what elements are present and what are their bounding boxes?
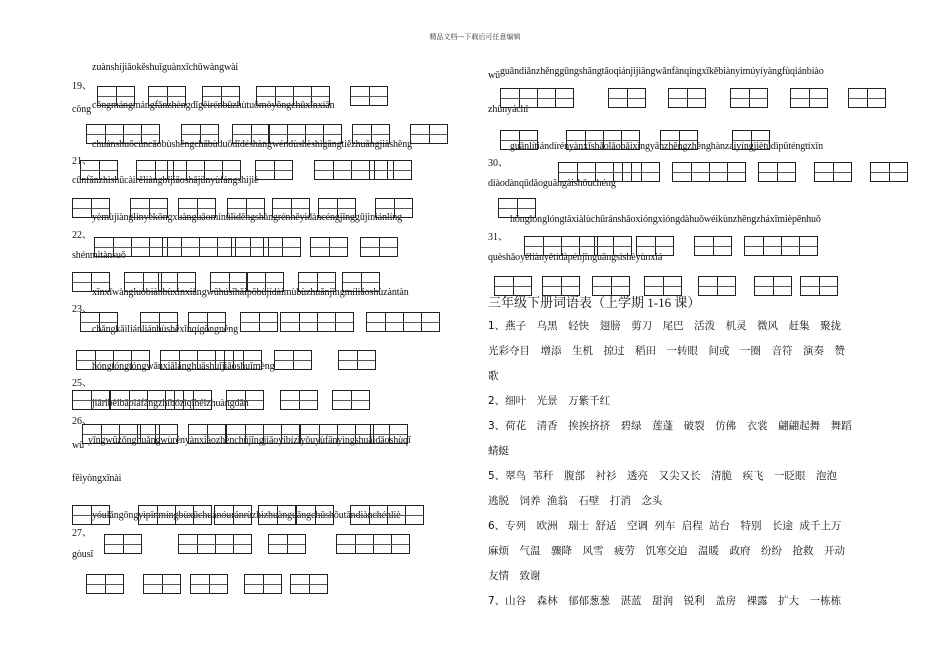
vocabulary-line: 1、燕子 乌黑 轻快 翅膀 剪刀 尾巴 活泼 机灵 微风 赶集 聚拢 bbox=[488, 320, 842, 332]
tianzige-answer-box[interactable] bbox=[280, 390, 318, 410]
tianzige-answer-box[interactable] bbox=[258, 505, 296, 525]
question-number: 31、 bbox=[488, 232, 508, 243]
question-number: 25、 bbox=[72, 378, 92, 389]
tianzige-answer-box[interactable] bbox=[500, 130, 538, 150]
tianzige-answer-box[interactable] bbox=[130, 198, 168, 218]
tianzige-answer-box[interactable] bbox=[274, 350, 312, 370]
tianzige-answer-box[interactable] bbox=[732, 130, 770, 150]
tianzige-answer-box[interactable] bbox=[558, 162, 632, 182]
tianzige-answer-box[interactable] bbox=[524, 236, 598, 256]
tianzige-answer-box[interactable] bbox=[298, 272, 336, 292]
tianzige-answer-box[interactable] bbox=[110, 390, 184, 410]
tianzige-answer-box[interactable] bbox=[500, 88, 574, 108]
tianzige-answer-box[interactable] bbox=[790, 88, 828, 108]
tianzige-answer-box[interactable] bbox=[280, 312, 354, 332]
vocabulary-line: 逃脱 饲养 渔翁 石壁 打消 念头 bbox=[488, 495, 663, 507]
tianzige-answer-box[interactable] bbox=[636, 236, 674, 256]
tianzige-answer-box[interactable] bbox=[848, 88, 886, 108]
tianzige-answer-box[interactable] bbox=[224, 350, 262, 370]
question-number: 22、 bbox=[72, 230, 92, 241]
tianzige-answer-box[interactable] bbox=[350, 505, 424, 525]
tianzige-answer-box[interactable] bbox=[160, 350, 234, 370]
tianzige-answer-box[interactable] bbox=[296, 505, 334, 525]
tianzige-answer-box[interactable] bbox=[226, 390, 264, 410]
vocabulary-line: 5、翠鸟 苇秆 腹部 衬衫 透亮 又尖又长 清脆 疾飞 一眨眼 泡泡 bbox=[488, 470, 838, 482]
tianzige-answer-box[interactable] bbox=[188, 424, 226, 444]
pinyin-line: gòusī bbox=[72, 549, 94, 560]
tianzige-answer-box[interactable] bbox=[80, 312, 118, 332]
tianzige-answer-box[interactable] bbox=[174, 390, 212, 410]
tianzige-answer-box[interactable] bbox=[318, 198, 356, 218]
tianzige-answer-box[interactable] bbox=[80, 160, 118, 180]
pinyin-line: yīngwǔzǒnghuǎngwùrényànxiàozhènchǔjīngjiāoyibízǐyōuyùfānyìngshuāidǎoshùqī bbox=[88, 435, 411, 446]
tianzige-answer-box[interactable] bbox=[744, 236, 818, 256]
tianzige-answer-box[interactable] bbox=[104, 534, 142, 554]
tianzige-answer-box[interactable] bbox=[255, 160, 293, 180]
tianzige-answer-box[interactable] bbox=[162, 237, 236, 257]
tianzige-answer-box[interactable] bbox=[140, 424, 178, 444]
tianzige-answer-box[interactable] bbox=[138, 505, 212, 525]
tianzige-answer-box[interactable] bbox=[210, 272, 248, 292]
tianzige-answer-box[interactable] bbox=[178, 198, 216, 218]
tianzige-answer-box[interactable] bbox=[226, 424, 300, 444]
vocabulary-line: 友情 致谢 bbox=[488, 570, 541, 582]
tianzige-answer-box[interactable] bbox=[148, 86, 186, 106]
tianzige-answer-box[interactable] bbox=[190, 574, 228, 594]
vocabulary-line: 2、细叶 光景 万紫千红 bbox=[488, 395, 611, 407]
tianzige-answer-box[interactable] bbox=[370, 424, 408, 444]
tianzige-answer-box[interactable] bbox=[256, 86, 330, 106]
tianzige-answer-box[interactable] bbox=[332, 390, 370, 410]
pinyin-line: chuánshuōcúncǎobùshēngchābùduōdǐdéshàngwéndùshèshìgāngtiězhuāngjiàshēng bbox=[92, 139, 413, 150]
tianzige-answer-box[interactable] bbox=[72, 390, 110, 410]
tianzige-answer-box[interactable] bbox=[814, 162, 852, 182]
pinyin-line: jiāribèibǎoláfǎngzhíbózìqǐhéizhuàngdǎn bbox=[92, 398, 249, 409]
tianzige-answer-box[interactable] bbox=[97, 86, 135, 106]
vocabulary-line: 蜻蜓 bbox=[488, 445, 509, 457]
tianzige-answer-box[interactable] bbox=[566, 130, 640, 150]
pinyin-line: guānlítiándírényànxīshǎolǎobǎixìngyānzhēngzhènghànzaiyíngjiètúdìpūténgtíxīn bbox=[510, 141, 823, 152]
tianzige-answer-box[interactable] bbox=[178, 534, 252, 554]
tianzige-answer-box[interactable] bbox=[86, 574, 124, 594]
tianzige-answer-box[interactable] bbox=[758, 162, 796, 182]
pinyin-line: zuànshíjiāokěshuǐguànxīchūwàngwài bbox=[92, 62, 239, 73]
tianzige-answer-box[interactable] bbox=[375, 198, 413, 218]
vocabulary-line: 3、荷花 清香 挨挨挤挤 碧绿 莲蓬 破裂 仿佛 衣裳 翩翩起舞 舞蹈 bbox=[488, 420, 852, 432]
vocabulary-title: 三年级下册词语表（上学期 1-16 课） bbox=[488, 295, 701, 310]
pinyin-line: quèshǎoyěliànyětídàpénjīnguāngsìshèyùnxiá bbox=[488, 252, 663, 263]
pinyin-line: cōngmángmángfǎnzhèngdīgēirénbǔzhùtuōmòyǒngchūxīnxiān bbox=[92, 100, 335, 111]
pinyin-line: shénmìtànsuǒ bbox=[72, 250, 126, 261]
vocabulary-line: 歌 bbox=[488, 370, 499, 382]
question-number: 21、 bbox=[72, 156, 92, 167]
tianzige-answer-box[interactable] bbox=[124, 272, 162, 292]
tianzige-answer-box[interactable] bbox=[352, 124, 390, 144]
tianzige-answer-box[interactable] bbox=[158, 272, 196, 292]
tianzige-answer-box[interactable] bbox=[240, 312, 278, 332]
tianzige-answer-box[interactable] bbox=[730, 88, 768, 108]
pinyin-line: hóngtóngtóngwǎnxiālánghuāshuǐjiāoshuǐmèng bbox=[92, 361, 275, 372]
tianzige-answer-box[interactable] bbox=[374, 160, 412, 180]
tianzige-answer-box[interactable] bbox=[140, 312, 178, 332]
tianzige-answer-box[interactable] bbox=[410, 124, 448, 144]
tianzige-answer-box[interactable] bbox=[227, 198, 265, 218]
tianzige-answer-box[interactable] bbox=[94, 237, 168, 257]
tianzige-answer-box[interactable] bbox=[870, 162, 908, 182]
pinyin-line: wǔ bbox=[488, 70, 501, 81]
pinyin-line: yóulǎngōngyìpǐnmíngbùxūchuánóuránrùzhìzhuànguāngchūshōutāndiànchénliè bbox=[92, 510, 401, 521]
tianzige-answer-box[interactable] bbox=[72, 198, 110, 218]
pinyin-line: hōnglónglóngtāxiàlùchūránshāoxióngxióngdàhuǒwéikùnzhēngzháxīmièpēnhuǒ bbox=[510, 214, 821, 225]
tianzige-answer-box[interactable] bbox=[72, 505, 110, 525]
tianzige-answer-box[interactable] bbox=[800, 276, 838, 296]
tianzige-answer-box[interactable] bbox=[214, 505, 252, 525]
tianzige-answer-box[interactable] bbox=[660, 130, 698, 150]
pinyin-line: cūnfǎnzhìshūcàirěliàngbǐjiāoshājūnyùfángshìjiè bbox=[72, 175, 259, 186]
vocabulary-line: 麻烦 气温 骤降 风雪 疲劳 饥寒交迫 温暖 政府 纷纷 抢救 开动 bbox=[488, 545, 845, 557]
tianzige-answer-box[interactable] bbox=[202, 86, 240, 106]
vocabulary-line: 6、专列 欧洲 瑞士 舒适 空调 列车 启程 站台 特别 长途 成千上万 bbox=[488, 520, 842, 532]
pinyin-line: yèmùjiànglínyèkōngxuànguāomínǔlìdēngshàngrénhěyidàncéngjīnggūjiniánlíng bbox=[92, 212, 403, 223]
pinyin-line: cōng bbox=[72, 104, 92, 115]
question-number: 19、 bbox=[72, 81, 92, 92]
tianzige-answer-box[interactable] bbox=[272, 198, 310, 218]
tianzige-answer-box[interactable] bbox=[246, 272, 284, 292]
tianzige-answer-box[interactable] bbox=[360, 237, 398, 257]
pinyin-line: zhūnyáchǐ bbox=[488, 104, 529, 115]
tianzige-answer-box[interactable] bbox=[268, 534, 306, 554]
tianzige-answer-box[interactable] bbox=[167, 160, 241, 180]
tianzige-answer-box[interactable] bbox=[338, 350, 376, 370]
tianzige-answer-box[interactable] bbox=[290, 574, 328, 594]
tianzige-answer-box[interactable] bbox=[300, 424, 374, 444]
tianzige-answer-box[interactable] bbox=[181, 124, 219, 144]
tianzige-answer-box[interactable] bbox=[594, 236, 632, 256]
tianzige-answer-box[interactable] bbox=[754, 276, 792, 296]
tianzige-answer-box[interactable] bbox=[668, 88, 706, 108]
tianzige-answer-box[interactable] bbox=[622, 162, 660, 182]
tianzige-answer-box[interactable] bbox=[76, 350, 150, 370]
pinyin-line: guāndiǎnzhěnggūngshāngtāoqiánjìjiāngwǎnfànqíngxīkěbiànyìmúyíyàngfùqiánbiào bbox=[500, 66, 824, 77]
tianzige-answer-box[interactable] bbox=[143, 574, 181, 594]
vocabulary-line: 7、山谷 森林 郁郁葱葱 湛蓝 甜润 锐利 盖房 裸露 扩大 一栋栋 bbox=[488, 595, 842, 607]
tianzige-answer-box[interactable] bbox=[244, 574, 282, 594]
pinyin-line: xīnxīwàngluòbiànbùxìnxiǎngwǔhúsīhǎipōbùjídàimùbùzhuǎnjīngmíliǎoshùzàntàn bbox=[92, 287, 409, 298]
question-number: 30、 bbox=[488, 158, 508, 169]
tianzige-answer-box[interactable] bbox=[698, 276, 736, 296]
pinyin-line: chǎngkāiliánliánbùshěxīnqígōngnéng bbox=[92, 324, 239, 335]
tianzige-answer-box[interactable] bbox=[694, 236, 732, 256]
tianzige-answer-box[interactable] bbox=[498, 198, 536, 218]
tianzige-answer-box[interactable] bbox=[188, 312, 226, 332]
question-number: 26、 bbox=[72, 416, 92, 427]
tianzige-answer-box[interactable] bbox=[366, 312, 440, 332]
tianzige-answer-box[interactable] bbox=[672, 162, 746, 182]
tianzige-answer-box[interactable] bbox=[342, 272, 380, 292]
pinyin-line: fēiyòngxīnài bbox=[72, 473, 122, 484]
tianzige-answer-box[interactable] bbox=[263, 237, 301, 257]
vocabulary-line: 光彩夺目 增添 生机 掠过 稻田 一转眼 间或 一圈 音符 演奏 赞 bbox=[488, 345, 845, 357]
tianzige-answer-box[interactable] bbox=[72, 272, 110, 292]
tianzige-answer-box[interactable] bbox=[336, 534, 410, 554]
tianzige-answer-box[interactable] bbox=[268, 124, 342, 144]
page-header: 精品文档---下载后可任意编辑 bbox=[429, 33, 521, 41]
tianzige-answer-box[interactable] bbox=[350, 86, 388, 106]
tianzige-answer-box[interactable] bbox=[86, 124, 160, 144]
pinyin-line: wǔ bbox=[72, 440, 85, 451]
tianzige-answer-box[interactable] bbox=[608, 88, 646, 108]
question-number: 27、 bbox=[72, 528, 92, 539]
tianzige-answer-box[interactable] bbox=[310, 237, 348, 257]
question-number: 23、 bbox=[72, 304, 92, 315]
pinyin-line: diàodànqūdǎoguāngàishōuchéng bbox=[488, 178, 616, 189]
tianzige-answer-box[interactable] bbox=[232, 124, 270, 144]
